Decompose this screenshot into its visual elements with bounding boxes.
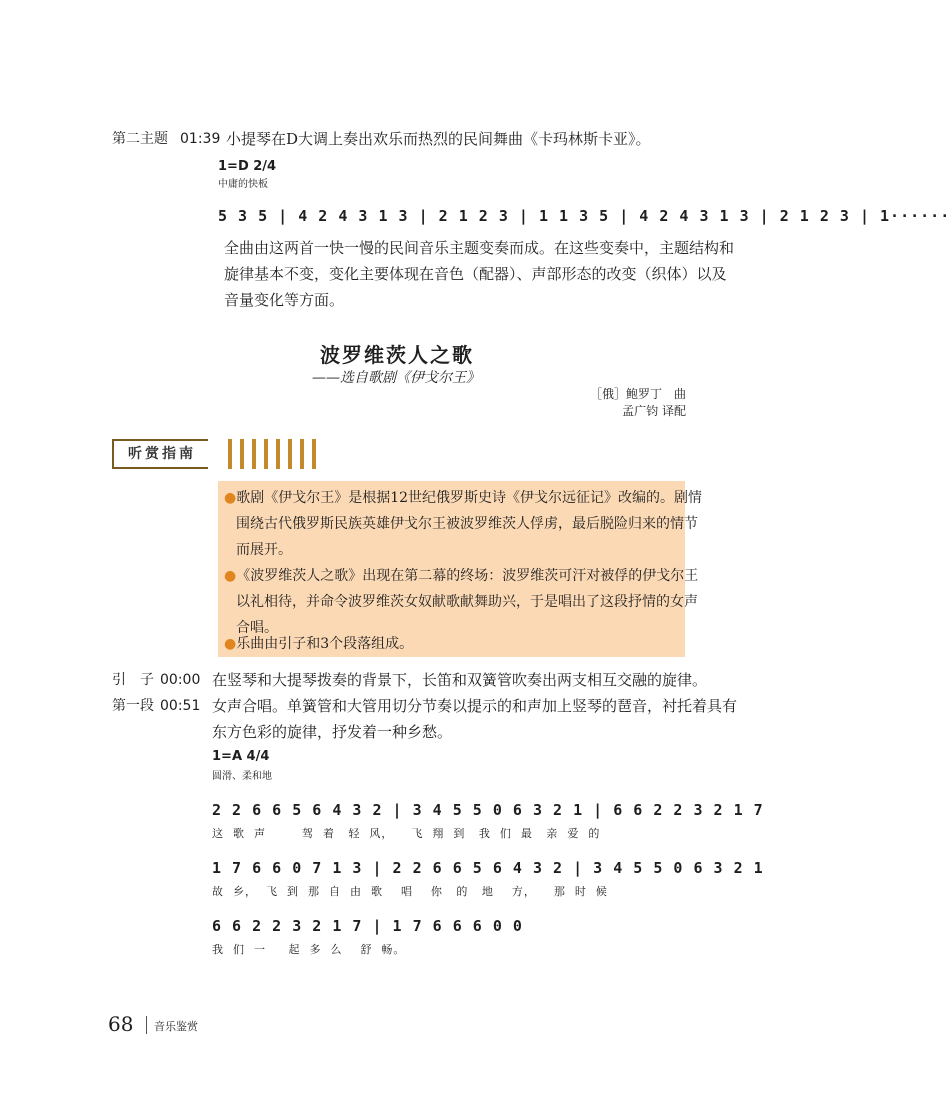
- guide-bullet-2-line-2: 以礼相待，并命令波罗维茨女奴献歌献舞助兴，于是唱出了这段抒情的女声: [236, 594, 698, 610]
- paragraph-line-1: 全曲由这两首一快一慢的民间音乐主题变奏而成。在这些变奏中，主题结构和: [224, 239, 735, 257]
- section1-time: 00:51: [160, 698, 201, 714]
- footer-book-title: 音乐鉴赏: [154, 1020, 198, 1033]
- theme2-label: 第二主题: [112, 131, 168, 147]
- song-composer: ［俄］鲍罗丁 曲: [589, 387, 686, 401]
- guide-label: 听赏指南: [112, 439, 212, 469]
- bullet-dot-icon: ●: [224, 568, 237, 584]
- footer-divider: [146, 1016, 147, 1034]
- guide-box: [218, 481, 703, 657]
- score-line-1-lyrics: 这 歌 声 驾 着 轻 风， 飞 翔 到 我 们 最 亲 爱 的: [212, 827, 601, 840]
- song-title: 波罗维茨人之歌: [320, 343, 474, 367]
- theme2-text: 小提琴在D大调上奏出欢乐而热烈的民间舞曲《卡玛林斯卡亚》。: [226, 130, 651, 148]
- guide-bullet-1-line-2: 围绕古代俄罗斯民族英雄伊戈尔王被波罗维茨人俘虏，最后脱险归来的情节: [236, 516, 698, 532]
- theme2-key: 1=D 2/4: [218, 159, 277, 174]
- score-line-3-notes: 6 6 2 2 3 2 1 7 | 1 7 6 6 6 0 0: [212, 917, 523, 935]
- intro-time: 00:00: [160, 672, 201, 688]
- section1-text-line-2: 东方色彩的旋律，抒发着一种乡愁。: [212, 723, 453, 741]
- guide-stripes: [208, 439, 322, 469]
- score-line-1-notes: 2 2 6 6 5 6 4 3 2 | 3 4 5 5 0 6 3 2 1 | 6 6 2 2 3 2 1 7: [212, 801, 764, 819]
- song-translator: 孟广钧 译配: [622, 404, 686, 418]
- intro-text: 在竖琴和大提琴拨奏的背景下，长笛和双簧管吹奏出两支相互交融的旋律。: [212, 671, 708, 689]
- score-line-2-lyrics: 故 乡， 飞 到 那 自 由 歌 唱 你 的 地 方， 那 时 候: [212, 885, 608, 898]
- section1-label: 第一段: [112, 698, 154, 714]
- paragraph-line-3: 音量变化等方面。: [224, 291, 345, 309]
- guide-bullet-1-line-3: 而展开。: [236, 542, 292, 558]
- theme2-time: 01:39: [180, 131, 221, 147]
- guide-bullet-1-line-1: ●歌剧《伊戈尔王》是根据12世纪俄罗斯史诗《伊戈尔远征记》改编的。剧情: [224, 490, 703, 506]
- paragraph-line-2: 旋律基本不变，变化主要体现在音色（配器）、声部形态的改变（织体）以及: [224, 265, 727, 283]
- intro-label: 引 子: [112, 672, 154, 688]
- page-number: 68: [108, 1012, 134, 1036]
- score-line-2-notes: 1 7 6 6 0 7 1 3 | 2 2 6 6 5 6 4 3 2 | 3 4 5 5 0 6 3 2 1: [212, 859, 764, 877]
- guide-bullet-3-line-1: ●乐曲由引子和3个段落组成。: [224, 636, 414, 652]
- guide-bullet-2-line-3: 合唱。: [236, 620, 278, 636]
- bullet-dot-icon: ●: [224, 490, 237, 506]
- section1-text-line-1: 女声合唱。单簧管和大管用切分节奏以提示的和声加上竖琴的琶音，衬托着具有: [212, 697, 738, 715]
- bullet-dot-icon: ●: [224, 636, 237, 652]
- theme2-tempo: 中庸的快板: [218, 179, 268, 190]
- guide-bullet-2-line-1: ●《波罗维茨人之歌》出现在第二幕的终场：波罗维茨可汗对被俘的伊戈尔王: [224, 568, 699, 584]
- section1-tempo: 圆滑、柔和地: [212, 771, 272, 782]
- theme2-notes: 5 3 5 | 4 2 4 3 1 3 | 2 1 2 3 | 1 1 3 5 | 4 2 4 3 1 3 | 2 1 2 3 | 1······: [218, 207, 950, 225]
- section1-key: 1=A 4/4: [212, 749, 270, 764]
- score-line-3-lyrics: 我 们 一 起 多 么 舒 畅。: [212, 943, 406, 956]
- song-subtitle: ——选自歌剧《伊戈尔王》: [312, 370, 480, 386]
